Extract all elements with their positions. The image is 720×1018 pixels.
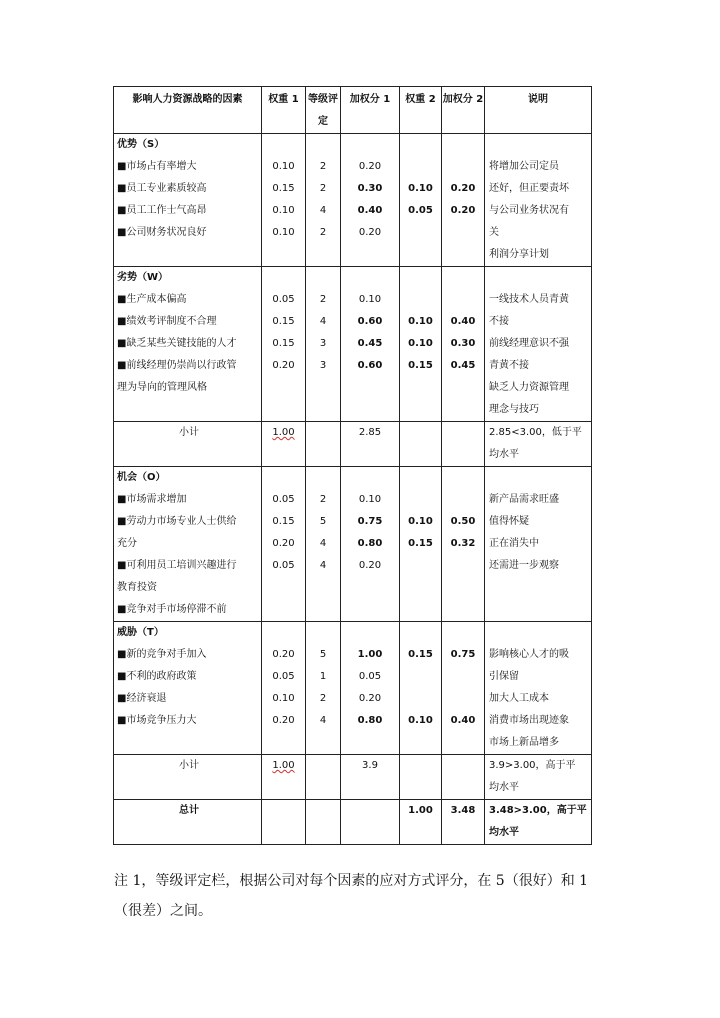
grade-value: 4 — [319, 538, 327, 549]
factor-item: ■生产成本偏高 — [117, 294, 187, 305]
grade-cell — [306, 755, 341, 800]
weighted2-value: 0.20 — [450, 183, 476, 194]
factor-item: 充分 — [117, 538, 137, 549]
weighted2-value — [442, 289, 484, 311]
weighted1-value: 0.20 — [358, 161, 382, 172]
weighted2-value — [442, 688, 484, 710]
header-weighted1: 加权分 1 — [341, 87, 400, 134]
grade-value: 2 — [319, 227, 327, 238]
weight1-value: 0.20 — [272, 538, 295, 549]
weighted2-cell — [442, 755, 485, 800]
weight2-cell — [400, 467, 442, 622]
weight1-total: 1.00 — [272, 427, 295, 438]
factor-cell — [114, 134, 262, 267]
note-line: 新产品需求旺盛 — [489, 494, 559, 505]
grade-value: 4 — [319, 715, 327, 726]
note-line: 3.9>3.00，高于平 — [489, 760, 576, 771]
grade-cell — [306, 622, 341, 755]
note-line: 青黄不接 — [489, 360, 529, 371]
weight2-cell — [400, 134, 442, 267]
weighted2-value — [442, 489, 484, 511]
weight1-value: 0.15 — [272, 183, 295, 194]
notes-cell — [485, 267, 592, 422]
weight1-cell — [262, 422, 306, 467]
weighted2-total: 3.48 — [450, 805, 476, 816]
factor-item: ■公司财务状况良好 — [117, 227, 207, 238]
weighted1-cell — [341, 422, 400, 467]
grade-value: 3 — [319, 338, 327, 349]
weight2-value — [400, 555, 441, 577]
note-line: 引保留 — [489, 671, 519, 682]
weighted2-cell — [442, 800, 485, 845]
weighted2-cell — [442, 134, 485, 267]
note-line: 缺乏人力资源管理 — [489, 382, 569, 393]
weighted2-value: 0.40 — [450, 316, 476, 327]
note-line: 消费市场出现迹象 — [489, 715, 569, 726]
notes-cell — [485, 755, 592, 800]
weighted2-cell — [442, 267, 485, 422]
grade-value: 5 — [319, 649, 327, 660]
weight1-cell — [262, 267, 306, 422]
weighted2-value: 0.40 — [450, 715, 476, 726]
footnote: 注 1，等级评定栏，根据公司对每个因素的应对方式评分，在 5（很好）和 1（很差）之间。 — [114, 873, 589, 919]
factor-item: ■前线经理仍崇尚以行政管 — [117, 360, 237, 371]
note-line: 值得怀疑 — [489, 516, 529, 527]
factor-item: ■市场竞争压力大 — [117, 715, 197, 726]
weighted1-value: 0.20 — [358, 227, 382, 238]
grade-value: 5 — [319, 516, 327, 527]
notes-cell — [485, 422, 592, 467]
weight2-value: 0.10 — [408, 715, 433, 726]
note-line: 还需进一步观察 — [489, 560, 559, 571]
weight1-value: 0.15 — [272, 516, 295, 527]
grade-value: 2 — [319, 161, 327, 172]
weight1-value: 0.10 — [272, 227, 295, 238]
header-grade: 等级评定 — [306, 87, 341, 134]
note-line: 均水平 — [489, 449, 519, 460]
notes-cell — [485, 800, 592, 845]
weighted1-cell — [341, 267, 400, 422]
weighted1-value: 0.10 — [358, 294, 382, 305]
weight1-value: 0.05 — [272, 494, 295, 505]
weighted1-value: 0.45 — [357, 338, 383, 349]
weighted1-value: 0.10 — [358, 494, 382, 505]
note-line: 均水平 — [489, 782, 519, 793]
weighted2-value — [442, 222, 484, 244]
weight1-value: 0.10 — [272, 161, 295, 172]
weight2-value: 0.10 — [408, 338, 433, 349]
section-row — [114, 622, 592, 755]
weight1-cell — [262, 134, 306, 267]
grade-value: 2 — [319, 693, 327, 704]
summary-label-cell — [114, 422, 262, 467]
weight2-cell — [400, 267, 442, 422]
weighted2-cell — [442, 422, 485, 467]
weighted2-value: 0.30 — [450, 338, 476, 349]
notes-cell — [485, 467, 592, 622]
weighted1-value: 0.75 — [357, 516, 383, 527]
factor-item: 理为导向的管理风格 — [117, 382, 207, 393]
section-row — [114, 134, 592, 267]
weight2-cell — [400, 800, 442, 845]
weight1-value: 0.05 — [272, 560, 295, 571]
weighted1-cell — [341, 467, 400, 622]
factor-cell — [114, 622, 262, 755]
header-weight2: 权重 2 — [400, 87, 442, 134]
weight2-value — [400, 489, 441, 511]
factor-item: ■经济衰退 — [117, 693, 167, 704]
note-line: 一线技术人员青黄 — [489, 294, 569, 305]
weight2-value: 0.10 — [408, 516, 433, 527]
factor-item: ■员工专业素质较高 — [117, 183, 207, 194]
factor-item: ■可利用员工培训兴趣进行 — [117, 560, 237, 571]
note-line: 将增加公司定员 — [489, 161, 559, 172]
grade-value: 4 — [319, 316, 327, 327]
grade-value: 3 — [319, 360, 327, 371]
weighted2-value — [442, 666, 484, 688]
weight2-value — [400, 688, 441, 710]
weight1-cell — [262, 467, 306, 622]
note-line: 均水平 — [489, 827, 519, 838]
weight1-value: 0.05 — [272, 294, 295, 305]
note-line: 还好，但正要责坏 — [489, 183, 569, 194]
factor-item: ■绩效考评制度不合理 — [117, 316, 217, 327]
weighted2-value — [442, 156, 484, 178]
weighted2-cell — [442, 467, 485, 622]
weight2-cell — [400, 622, 442, 755]
weighted2-value: 0.50 — [450, 516, 476, 527]
weighted2-value: 0.20 — [450, 205, 476, 216]
factor-item: ■不利的政府政策 — [117, 671, 197, 682]
header-notes: 说明 — [485, 87, 592, 134]
factor-item: ■劳动力市场专业人士供给 — [117, 516, 237, 527]
notes-cell — [485, 134, 592, 267]
note-line: 前线经理意识不强 — [489, 338, 569, 349]
grade-value: 2 — [319, 294, 327, 305]
note-line: 加大人工成本 — [489, 693, 549, 704]
weight2-value — [400, 222, 441, 244]
note-line: 2.85<3.00，低于平 — [489, 427, 582, 438]
weighted2-cell — [442, 622, 485, 755]
subtotal-row — [114, 422, 592, 467]
weighted2-value: 0.32 — [450, 538, 476, 549]
weight1-value: 0.10 — [272, 205, 295, 216]
weighted1-value: 0.80 — [357, 715, 383, 726]
weight1-value: 0.20 — [272, 649, 295, 660]
factor-item: ■新的竞争对手加入 — [117, 649, 207, 660]
grade-cell — [306, 467, 341, 622]
weight2-value — [400, 666, 441, 688]
weight1-value: 0.20 — [272, 715, 295, 726]
swot-table — [113, 86, 592, 845]
weighted1-value: 0.80 — [357, 538, 383, 549]
weighted1-cell — [341, 755, 400, 800]
weighted1-value: 0.60 — [357, 316, 383, 327]
grade-cell — [306, 134, 341, 267]
note-line: 正在消失中 — [489, 538, 539, 549]
note-line: 不接 — [489, 316, 509, 327]
factor-item: ■市场占有率增大 — [117, 161, 197, 172]
grade-cell — [306, 422, 341, 467]
section-title: 劣势（W） — [117, 272, 169, 283]
notes-cell — [485, 622, 592, 755]
weighted2-value: 0.45 — [450, 360, 476, 371]
grade-cell — [306, 800, 341, 845]
weight1-cell — [262, 800, 306, 845]
weighted1-value: 0.20 — [358, 693, 382, 704]
note-line: 理念与技巧 — [489, 404, 539, 415]
weight1-value: 0.10 — [272, 693, 295, 704]
weight2-cell — [400, 755, 442, 800]
weight1-value: 0.20 — [272, 360, 295, 371]
weighted1-cell — [341, 800, 400, 845]
weighted1-total: 2.85 — [358, 427, 382, 438]
header-weight1: 权重 1 — [262, 87, 306, 134]
header-factor: 影响人力资源战略的因素 — [114, 87, 262, 134]
weight1-cell — [262, 622, 306, 755]
factor-item: 教育投资 — [117, 582, 157, 593]
weight2-value: 0.15 — [408, 538, 433, 549]
weighted2-value — [442, 555, 484, 577]
summary-label: 小计 — [179, 760, 199, 771]
weighted1-value: 0.05 — [358, 671, 382, 682]
weight1-total: 1.00 — [272, 760, 295, 771]
weight2-cell — [400, 422, 442, 467]
total-row — [114, 800, 592, 845]
factor-cell — [114, 267, 262, 422]
section-row — [114, 267, 592, 422]
weight1-value: 0.05 — [272, 671, 295, 682]
subtotal-row — [114, 755, 592, 800]
note-line: 3.48>3.00，高于平 — [489, 805, 587, 816]
weight2-value: 0.15 — [408, 649, 433, 660]
weight2-total: 1.00 — [408, 805, 433, 816]
summary-label: 总计 — [179, 805, 199, 816]
weight2-value: 0.05 — [408, 205, 433, 216]
weighted1-total: 3.9 — [362, 760, 378, 771]
summary-label-cell — [114, 800, 262, 845]
factor-item: ■员工工作士气高昂 — [117, 205, 207, 216]
note-line: 市场上新品增多 — [489, 737, 559, 748]
summary-label-cell — [114, 755, 262, 800]
section-row — [114, 467, 592, 622]
note-line: 利润分享计划 — [489, 249, 549, 260]
grade-value: 1 — [319, 671, 327, 682]
section-title: 优势（S） — [117, 139, 165, 150]
weighted1-cell — [341, 622, 400, 755]
weighted1-value: 1.00 — [357, 649, 383, 660]
header-row — [114, 87, 592, 134]
grade-value: 2 — [319, 494, 327, 505]
weighted2-value: 0.75 — [450, 649, 476, 660]
weight2-value: 0.10 — [408, 183, 433, 194]
grade-cell — [306, 267, 341, 422]
factor-cell — [114, 467, 262, 622]
factor-item: ■市场需求增加 — [117, 494, 187, 505]
weight2-value: 0.15 — [408, 360, 433, 371]
grade-value: 4 — [319, 205, 327, 216]
weighted1-value: 0.20 — [358, 560, 382, 571]
factor-item: ■竞争对手市场停滞不前 — [117, 604, 227, 615]
weight1-value: 0.15 — [272, 338, 295, 349]
weight2-value: 0.10 — [408, 316, 433, 327]
weight2-value — [400, 289, 441, 311]
weighted1-value: 0.30 — [357, 183, 383, 194]
weight1-cell — [262, 755, 306, 800]
weighted1-cell — [341, 134, 400, 267]
grade-value: 2 — [319, 183, 327, 194]
note-line: 关 — [489, 227, 499, 238]
header-weighted2: 加权分 2 — [442, 87, 485, 134]
weighted1-value: 0.60 — [357, 360, 383, 371]
factor-item: ■缺乏某些关键技能的人才 — [117, 338, 237, 349]
weighted1-value: 0.40 — [357, 205, 383, 216]
weight1-value: 0.15 — [272, 316, 295, 327]
grade-value: 4 — [319, 560, 327, 571]
note-line: 影响核心人才的吸 — [489, 649, 569, 660]
section-title: 威胁（T） — [117, 627, 164, 638]
note-line: 与公司业务状况有 — [489, 205, 569, 216]
weight2-value — [400, 156, 441, 178]
summary-label: 小计 — [179, 427, 199, 438]
section-title: 机会（O） — [117, 472, 166, 483]
